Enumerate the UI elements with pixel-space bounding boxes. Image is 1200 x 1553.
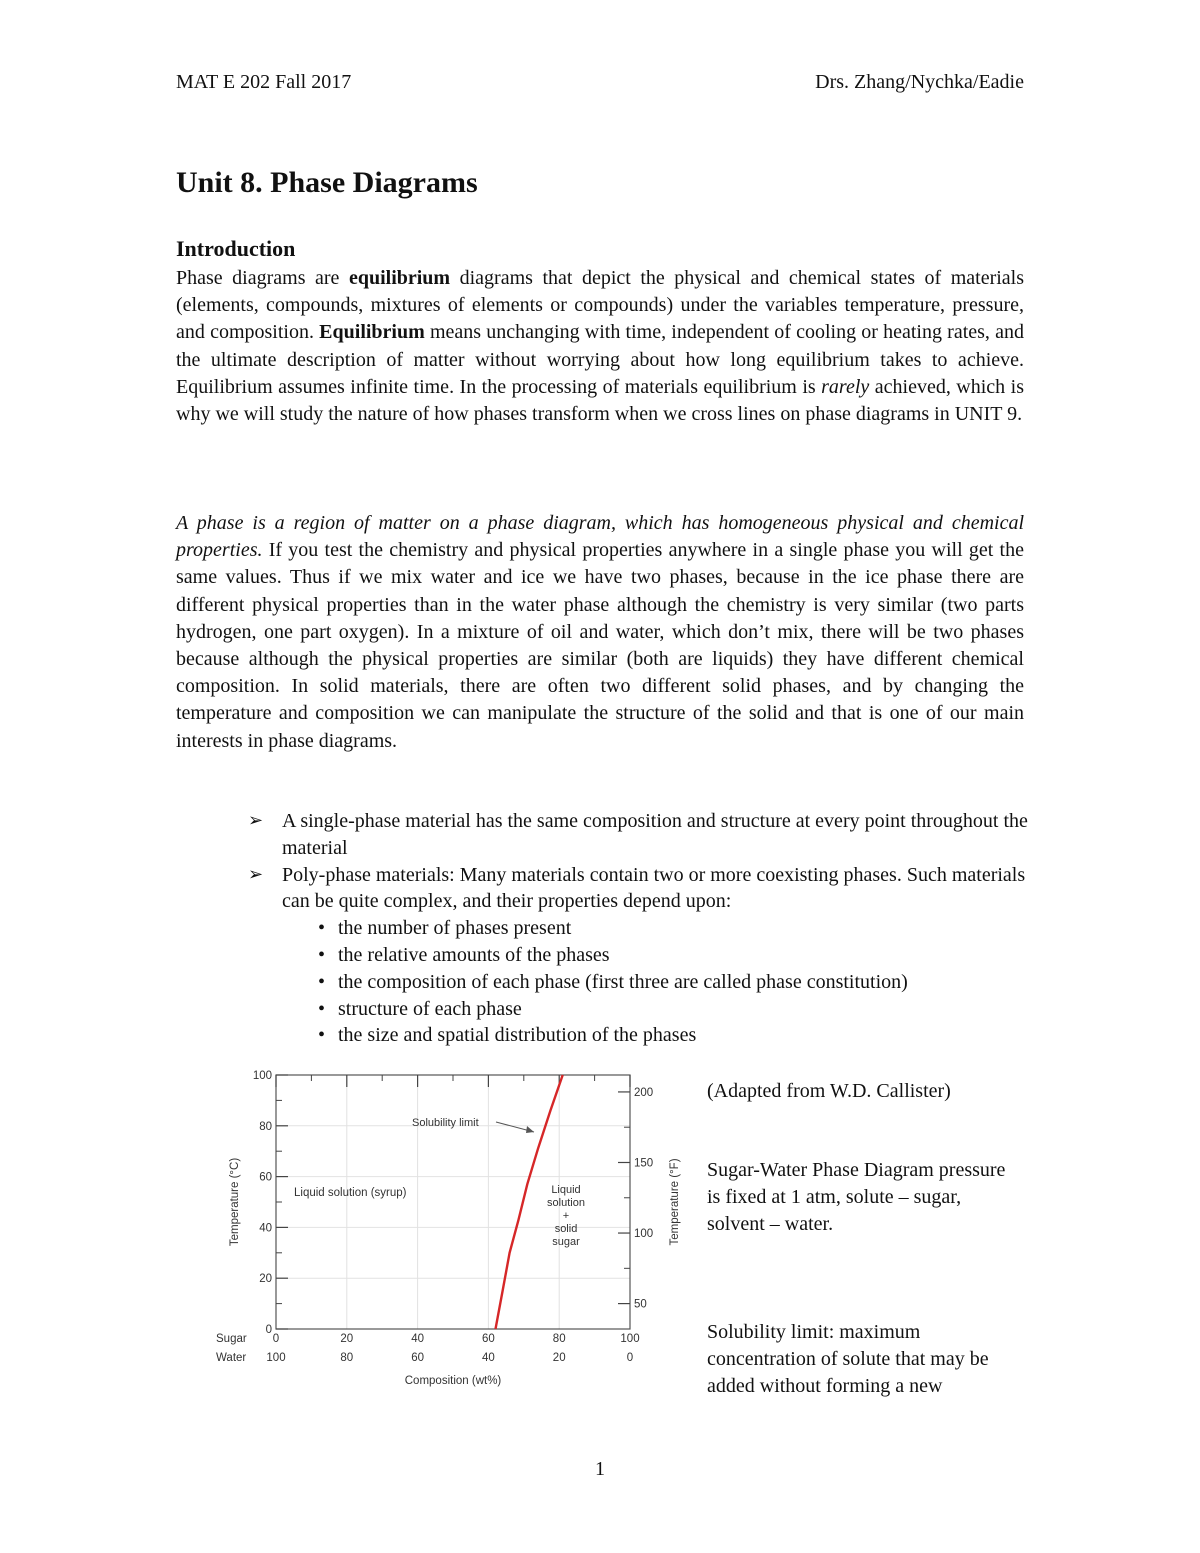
y-right-tick-label: 100 [634, 1228, 654, 1241]
x-tick-label-water: 20 [552, 1352, 566, 1364]
arrowhead-icon [526, 1126, 534, 1133]
sub-list-item-text: the relative amounts of the phases [338, 943, 610, 966]
sub-list-item-text: the number of phases present [338, 917, 572, 940]
figure-source: (Adapted from W.D. Callister) [707, 1080, 951, 1102]
header-course: MAT E 202 Fall 2017 [176, 71, 352, 93]
y-right-tick-label: 200 [634, 1086, 654, 1099]
solubility-definition: Solubility limit: maximum concentration of solute that may be added without forming a new [707, 1321, 989, 1397]
header-authors: Drs. Zhang/Nychka/Eadie [815, 71, 1024, 93]
x-tick-label-water: 100 [266, 1352, 286, 1364]
y-tick-label: 80 [259, 1120, 272, 1133]
x-tick-label-water: 40 [482, 1352, 495, 1364]
list-item-text: A single-phase material has the same composition and structure at every point throughout the material [282, 810, 1028, 859]
x-axis-title: Composition (wt%) [404, 1375, 502, 1387]
y-right-tick-label: 150 [634, 1157, 654, 1170]
two-phase-label-line: + [562, 1210, 570, 1222]
page-number: 1 [595, 1458, 605, 1480]
x-tick-label-water: 60 [411, 1352, 424, 1364]
dot-bullet-icon: • [318, 970, 326, 993]
sub-list-item-text: the composition of each phase (first three are called phase constitution) [338, 970, 908, 993]
sub-list-item [318, 996, 1038, 1023]
chart-labels [253, 1070, 653, 1364]
x-tick-label-sugar: 40 [411, 1333, 424, 1345]
arrow-bullet-icon: ➢ [248, 863, 264, 885]
two-phase-label-line: sugar [552, 1236, 580, 1248]
arrow-bullet-icon: ➢ [248, 810, 264, 831]
bullet-list [248, 808, 1038, 1049]
phase-definition: A phase is a region of matter on a phase diagram, which has homogeneous physical and chemical properties. [176, 512, 1024, 562]
intro-text: achieved, which is why we will study the nature of how phases transform when we cross lines on phase diagrams in UNIT 9. [176, 375, 1024, 426]
water-row-label: Water [216, 1352, 247, 1364]
x-tick-label-water: 80 [340, 1352, 354, 1364]
intro-text: means unchanging with time, independent of cooling or heating rates, and the ultimate description of matter without worrying about how long equilibrium takes to achieve. Equilibrium assumes infinite time. In the processing of materials equilibrium is [176, 321, 1025, 398]
sub-list-item-text: structure of each phase [338, 997, 522, 1020]
sub-list-item-text: the size and spatial distribution of the phases [338, 1024, 697, 1047]
y-tick-label: 60 [259, 1171, 272, 1184]
page-title: Unit 8. Phase Diagrams [176, 166, 478, 199]
y-tick-label: 100 [252, 1070, 272, 1082]
phase-diagram-chart [214, 1062, 684, 1402]
list-item [248, 808, 1038, 862]
x-tick-label-sugar: 80 [552, 1333, 566, 1345]
phase-paragraph [176, 510, 1024, 755]
x-tick-label-sugar: 100 [620, 1333, 640, 1345]
x-tick-label-sugar: 0 [272, 1333, 280, 1345]
list-item [248, 862, 1038, 1050]
intro-text: Phase diagrams are [176, 267, 349, 289]
dot-bullet-icon: • [318, 943, 326, 966]
sugar-row-label: Sugar [216, 1333, 247, 1345]
intro-italic-term: rarely [821, 375, 870, 398]
two-phase-label-line: Liquid [551, 1184, 581, 1196]
dot-bullet-icon: • [318, 917, 326, 940]
section-heading: Introduction [176, 236, 296, 261]
y-right-tick-label: 50 [634, 1298, 647, 1311]
intro-text: diagrams that depict the physical and chemical states of materials (elements, compounds, mixtures of elements or compounds) under the variables temperature, pressure, and composition. [176, 267, 1024, 344]
y-axis-title: Temperature (°C) [229, 1157, 241, 1247]
y-axis-right-title: Temperature (°F) [669, 1158, 681, 1246]
list-item-text: Poly-phase materials: Many materials contain two or more coexisting phases. Such materials can be quite complex, and their properties depend upon: [282, 863, 1026, 913]
figure-description: Sugar-Water Phase Diagram pressure is fixed at 1 atm, solute – sugar, solvent – water. [707, 1159, 1006, 1235]
sub-list-item [318, 969, 1038, 996]
liquid-solution-label: Liquid solution (syrup) [294, 1187, 407, 1199]
y-tick-label: 0 [265, 1324, 272, 1336]
sub-list-item [318, 942, 1038, 969]
dot-bullet-icon: • [318, 1024, 326, 1047]
x-tick-label-water: 0 [626, 1352, 634, 1364]
sub-list-item [318, 1022, 1038, 1049]
intro-paragraph [176, 265, 1024, 428]
sub-list-item [318, 915, 1038, 942]
phase-text: If you test the chemistry and physical properties anywhere in a single phase you will get the same values. Thus if we mix water and ice we have two phases, because in the ice phase there are different physical properties than in the water phase although the chemistry is very similar (two parts hydrogen, one part oxygen). In a mixture of oil and water, which don’t mix, there will be two phases because although the physical properties are similar (both are liquids) they have different chemical composition. In solid materials, there are often two different solid phases, and by changing the temperature and composition we can manipulate the structure of the solid and that is one of our main interests in phase diagrams. [176, 539, 1024, 752]
solubility-annotation: Solubility limit [412, 1117, 479, 1129]
phase-diagram-figure [214, 1062, 684, 1402]
intro-bold-term: Equilibrium [319, 321, 425, 344]
y-tick-label: 40 [259, 1222, 272, 1235]
x-tick-label-sugar: 60 [482, 1333, 495, 1345]
x-tick-label-sugar: 20 [340, 1333, 354, 1345]
intro-bold-term: equilibrium [348, 267, 451, 289]
two-phase-label-line: solid [554, 1223, 578, 1235]
dot-bullet-icon: • [318, 997, 326, 1020]
y-tick-label: 20 [259, 1273, 272, 1286]
sub-bullet-list [282, 915, 1038, 1049]
two-phase-label-line: solution [547, 1197, 585, 1209]
